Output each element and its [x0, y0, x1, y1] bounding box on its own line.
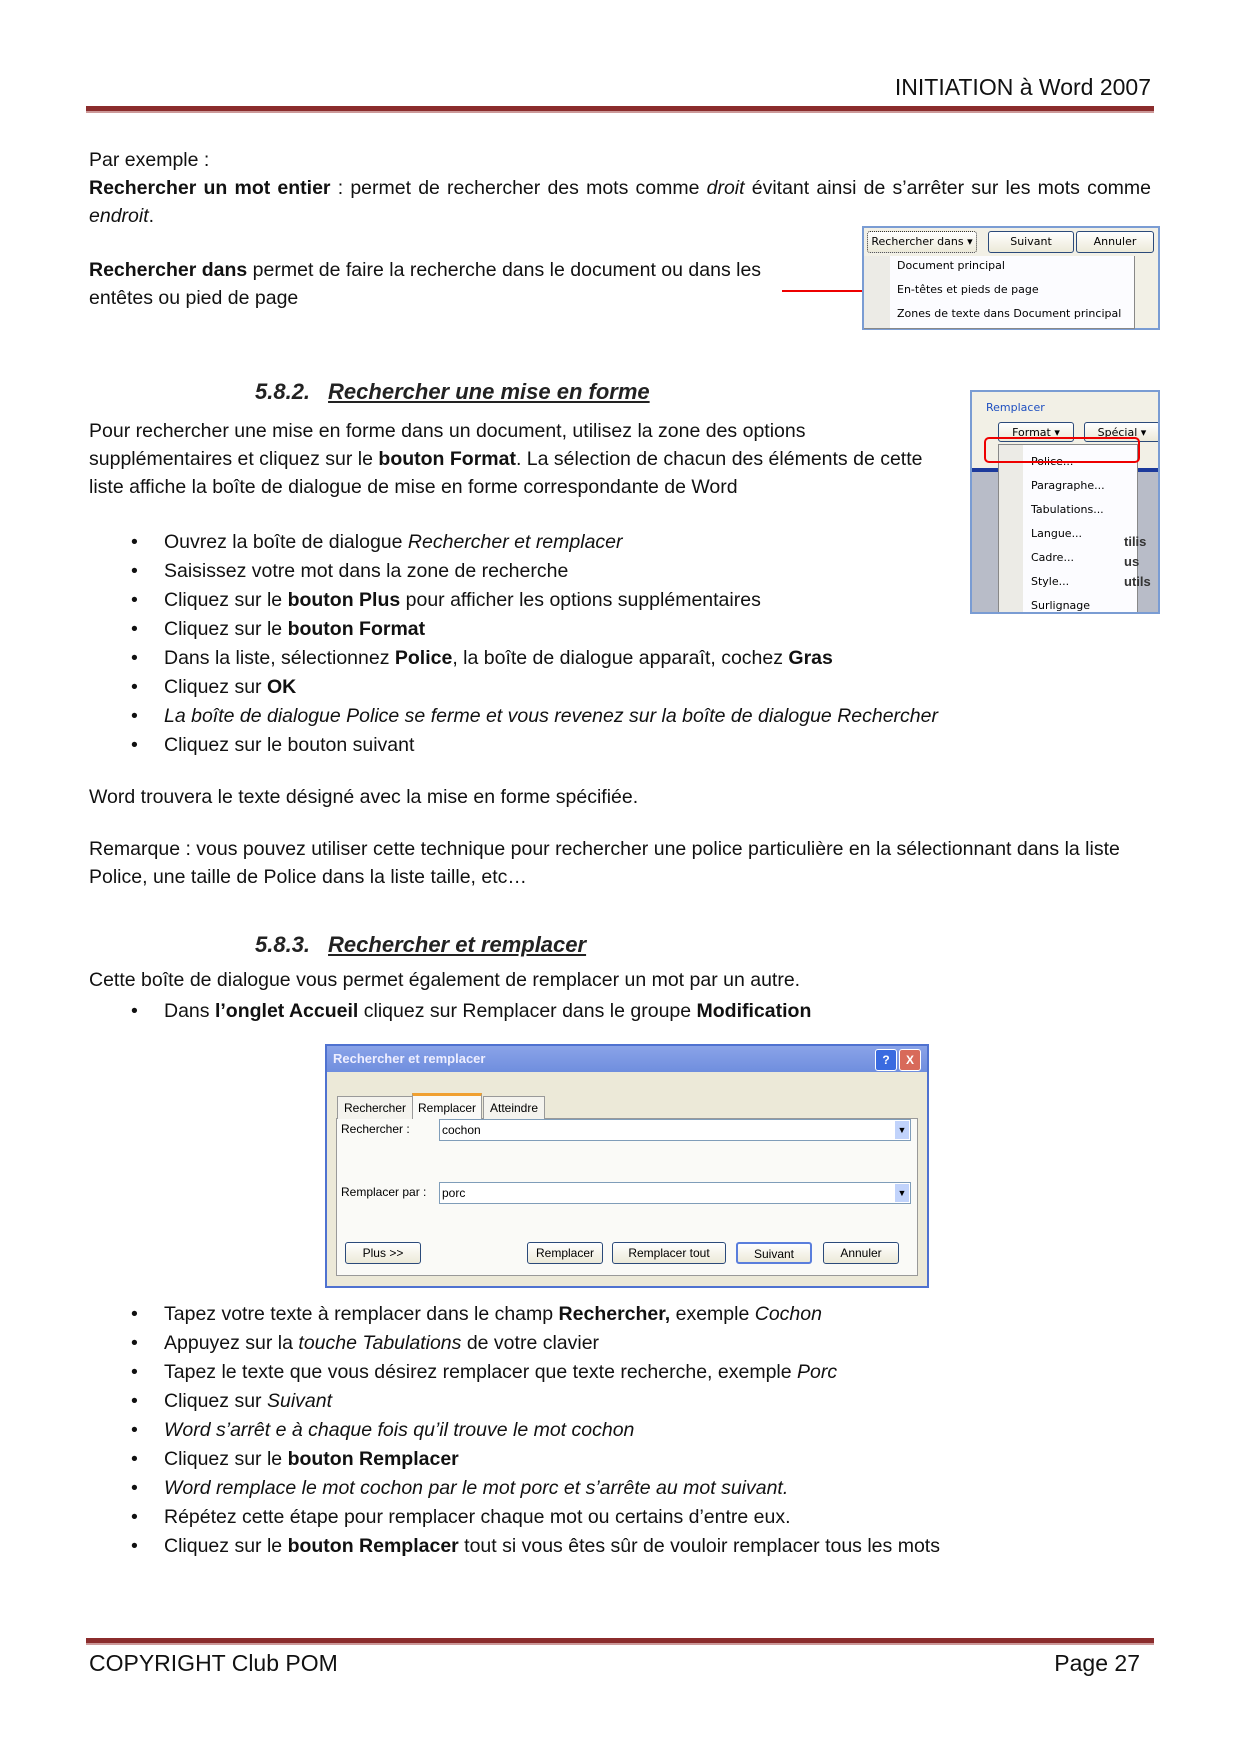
- menu-item[interactable]: Cadre...: [1031, 551, 1074, 564]
- highlight-box: [984, 437, 1140, 463]
- text: : permet de rechercher des mots comme: [330, 177, 707, 199]
- list-item: • Cliquez sur Suivant: [131, 1387, 940, 1416]
- intro-para-2: [89, 256, 829, 312]
- list-item: • Cliquez sur le bouton Remplacer tout si vous êtes sûr de vouloir remplacer tous les mots: [131, 1532, 940, 1561]
- chevron-down-icon[interactable]: ▼: [895, 1184, 909, 1202]
- list-item: • Cliquez sur le bouton Plus pour afficher les options supplémentaires: [131, 586, 938, 615]
- list-item: • Cliquez sur le bouton Remplacer: [131, 1445, 940, 1474]
- header-title: INITIATION à Word 2007: [894, 74, 1151, 100]
- term: Rechercher un mot entier: [89, 177, 331, 199]
- find-replace-dialog: [325, 1044, 929, 1288]
- cancel-button[interactable]: Annuler: [823, 1242, 899, 1264]
- term: Rechercher dans: [89, 259, 248, 281]
- text: droit: [706, 177, 745, 199]
- list-item: • Cliquez sur OK: [131, 673, 938, 702]
- section1-bullets: [131, 528, 938, 760]
- background-text: tilis us utils: [1124, 534, 1151, 589]
- next-button[interactable]: Suivant: [736, 1242, 812, 1264]
- tab-rechercher[interactable]: Rechercher: [337, 1096, 413, 1119]
- section2-bullets: [131, 1300, 940, 1561]
- menu-item[interactable]: Surlignage: [1031, 599, 1091, 612]
- text: permet de faire la recherche dans le document ou dans les entêtes ou pied de page: [89, 259, 762, 309]
- menu-item[interactable]: Document principal: [897, 259, 1005, 272]
- cancel-button[interactable]: Annuler: [1076, 231, 1154, 253]
- section2-intro: Cette boîte de dialogue vous permet également de remplacer un mot par un autre.: [89, 969, 801, 991]
- footer-copyright: COPYRIGHT Club POM: [89, 1650, 338, 1676]
- tab-remplacer[interactable]: Remplacer: [412, 1093, 482, 1119]
- group-label: Remplacer: [986, 401, 1045, 414]
- menu-item[interactable]: Langue...: [1031, 527, 1083, 540]
- text: .: [148, 205, 155, 227]
- format-menu-screenshot: [970, 390, 1160, 614]
- menu-item-police[interactable]: Police...: [1031, 455, 1074, 468]
- header-rule: [86, 106, 1154, 113]
- result-text: Word trouvera le texte désigné avec la mise en forme spécifiée.: [89, 786, 639, 808]
- special-button[interactable]: Spécial ▾: [1084, 422, 1160, 442]
- intro-para-1: [89, 174, 1151, 230]
- example-label: Par exemple :: [89, 149, 210, 171]
- section-heading-5-8-2: 5.8.2. Rechercher une mise en forme: [255, 379, 650, 404]
- replace-all-button[interactable]: Remplacer tout: [612, 1242, 726, 1264]
- more-button[interactable]: Plus >>: [345, 1242, 421, 1264]
- section1-para: Pour rechercher une mise en forme dans un document, utilisez la zone des options supplémentaires et cliquez sur le bouton Format. La sélection de chacun des éléments de cette liste affiche la boîte de dialogue de mise en forme correspondante de Word: [89, 420, 923, 498]
- menu-item[interactable]: Paragraphe...: [1031, 479, 1105, 492]
- list-item: • Tapez votre texte à remplacer dans le champ Rechercher, exemple Cochon: [131, 1300, 940, 1329]
- menu-item[interactable]: Style...: [1031, 575, 1070, 588]
- search-in-dropdown-screenshot: [862, 226, 1160, 330]
- find-label: Rechercher :: [341, 1122, 410, 1136]
- list-item: • Word s’arrêt e à chaque fois qu’il trouve le mot cochon: [131, 1416, 940, 1445]
- list-item: • Appuyez sur la touche Tabulations de votre clavier: [131, 1329, 940, 1358]
- list-item: • Répétez cette étape pour remplacer chaque mot ou certains d’entre eux.: [131, 1503, 940, 1532]
- list-item: • Ouvrez la boîte de dialogue Rechercher et remplacer: [131, 528, 938, 557]
- format-button[interactable]: Format ▾: [998, 422, 1074, 442]
- help-button[interactable]: ?: [875, 1049, 897, 1071]
- menu-item[interactable]: En-têtes et pieds de page: [897, 283, 1039, 296]
- remark-text: Remarque : vous pouvez utiliser cette technique pour rechercher une police particulière en la sélectionnant dans la liste Police, une taille de Police dans la liste taille, etc…: [89, 838, 1120, 888]
- list-item: • Cliquez sur le bouton Format: [131, 615, 938, 644]
- text: endroit: [89, 205, 149, 227]
- section2-first-bullet: [131, 997, 811, 1026]
- list-item: • La boîte de dialogue Police se ferme et vous revenez sur la boîte de dialogue Rechercher: [131, 702, 938, 731]
- find-input[interactable]: cochon ▼: [439, 1119, 911, 1141]
- list-item: • Tapez le texte que vous désirez remplacer que texte recherche, exemple Porc: [131, 1358, 940, 1387]
- tab-atteindre[interactable]: Atteindre: [483, 1096, 545, 1119]
- replace-input[interactable]: porc ▼: [439, 1182, 911, 1204]
- close-button[interactable]: X: [899, 1049, 921, 1071]
- list-item: • Word remplace le mot cochon par le mot porc et s’arrête au mot suivant.: [131, 1474, 940, 1503]
- list-item: • Dans l’onglet Accueil cliquez sur Remplacer dans le groupe Modification: [131, 997, 811, 1026]
- list-item: • Dans la liste, sélectionnez Police, la boîte de dialogue apparaît, cochez Gras: [131, 644, 938, 673]
- page-number: Page 27: [1054, 1650, 1140, 1676]
- format-menu-items: [1031, 450, 1105, 614]
- replace-button[interactable]: Remplacer: [527, 1242, 603, 1264]
- text: évitant ainsi de s’arrêter sur les mots comme: [744, 177, 1151, 199]
- list-item: • Cliquez sur le bouton suivant: [131, 731, 938, 760]
- dialog-title: Rechercher et remplacer: [333, 1051, 486, 1066]
- menu-item[interactable]: Tabulations...: [1031, 503, 1104, 516]
- chevron-down-icon[interactable]: ▼: [895, 1121, 909, 1139]
- replace-label: Remplacer par :: [341, 1185, 427, 1199]
- next-button[interactable]: Suivant: [988, 231, 1074, 253]
- dropdown-menu: [864, 256, 1135, 329]
- section-heading-5-8-3: 5.8.3. Rechercher et remplacer: [255, 932, 587, 957]
- list-item: • Saisissez votre mot dans la zone de recherche: [131, 557, 938, 586]
- footer-rule: [86, 1638, 1154, 1645]
- search-in-dropdown[interactable]: Rechercher dans ▾: [867, 231, 977, 253]
- intro: [89, 146, 1151, 230]
- menu-item[interactable]: Zones de texte dans Document principal: [897, 307, 1122, 320]
